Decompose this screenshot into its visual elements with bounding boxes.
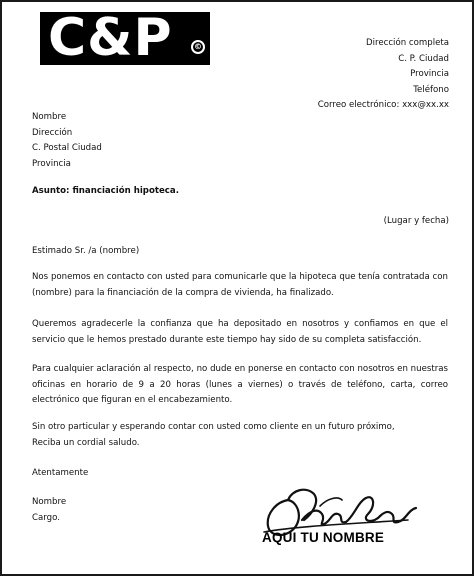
sender-line: Correo electrónico: xxx@xx.xx xyxy=(317,100,449,110)
company-logo xyxy=(40,8,210,68)
signer-name: Nombre xyxy=(32,497,67,507)
recipient-line: Nombre xyxy=(32,112,67,122)
place-date: (Lugar y fecha) xyxy=(383,216,449,226)
sender-address xyxy=(318,36,449,114)
paragraph-4: Sin otro particular y esperando contar con usted como cliente en un futuro próximo, Reciba un cordial saludo. xyxy=(32,422,395,448)
subject-line: Asunto: financiación hipoteca. xyxy=(32,186,179,196)
sender-line: C. P. Ciudad xyxy=(398,53,449,64)
paragraph-2: Queremos agradecerle la confianza que ha depositado en nosotros y confiamos en que el servicio que le hemos prestado durante este tiempo hay sido de su completa satisfacción. xyxy=(32,319,448,345)
sender-line: Teléfono xyxy=(413,84,449,95)
closing: Atentamente xyxy=(32,468,89,478)
greeting: Estimado Sr. /a (nombre) xyxy=(32,246,140,256)
recipient-line: Dirección xyxy=(32,127,73,138)
logo-text: C&P xyxy=(48,8,173,68)
signer-title: Cargo. xyxy=(32,512,60,523)
recipient-line: Provincia xyxy=(32,158,71,169)
sender-line: Provincia xyxy=(410,69,449,79)
copyright-icon: © xyxy=(191,40,205,54)
paragraph-1: Nos ponemos en contacto con usted para comunicarle que la hipoteca que tenía contratada con (nombre) para la financiación de la compra de vivienda, ha finalizado. xyxy=(32,272,448,298)
sender-line: Dirección completa xyxy=(365,38,449,48)
recipient-line: C. Postal Ciudad xyxy=(32,143,102,153)
recipient-address xyxy=(32,110,448,172)
paragraph-3: Para cualquier aclaración al respecto, no dude en ponerse en contacto con nosotros en nuestras oficinas en horario de 9 a 20 horas (lunes a viernes) o través de teléfono, carta, correo electrónico que figuran en el encabezamiento. xyxy=(32,364,448,405)
signature-caption: AQUI TU NOMBRE xyxy=(262,530,385,545)
